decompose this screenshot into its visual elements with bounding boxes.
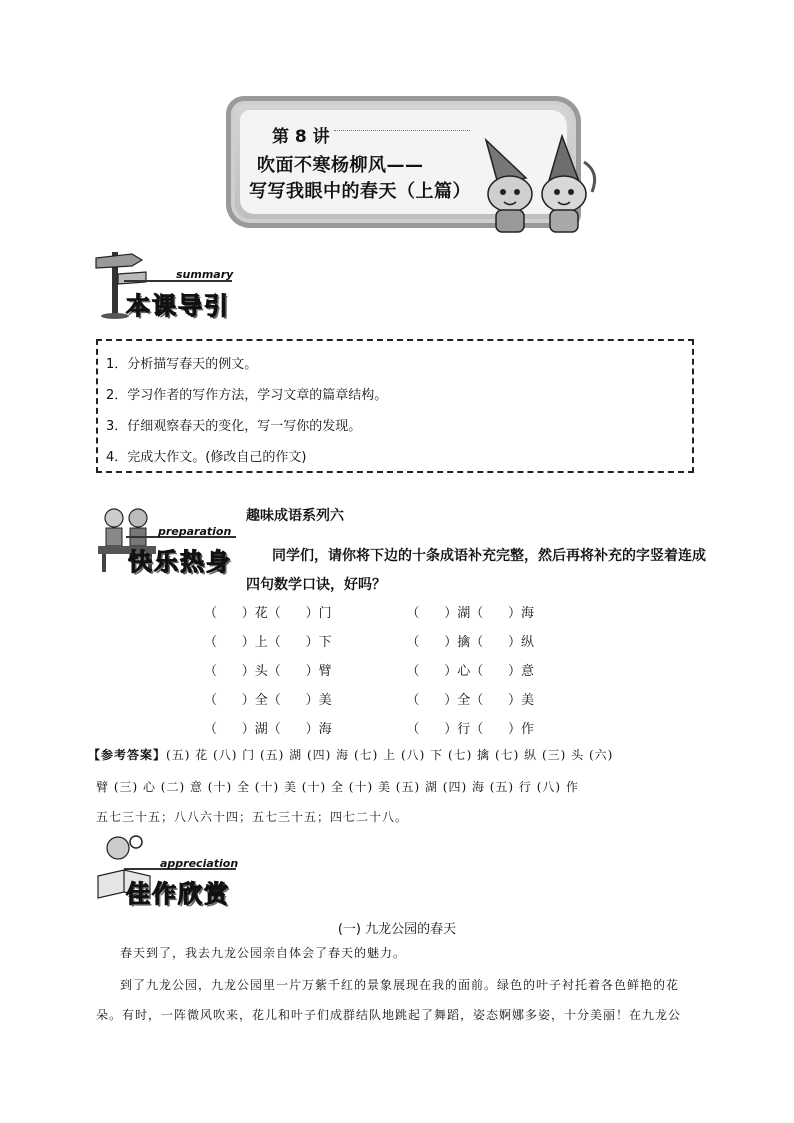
idiom-blank[interactable]: （ ）行（ ）作 [406, 722, 534, 737]
lesson-title: 吹面不寒杨柳风—— [257, 155, 424, 176]
answer-label: 【参考答案】 [88, 748, 167, 762]
objective-item: 2．学习作者的写作方法，学习文章的篇章结构。 [106, 388, 388, 403]
section-heading: 佳作欣赏 [126, 880, 230, 908]
objective-item: 4．完成大作文。(修改自己的作文) [106, 450, 307, 465]
idiom-row [204, 631, 534, 650]
idiom-blank[interactable]: （ ）湖（ ）海 [204, 722, 332, 737]
instruction-line: 四句数学口诀，好吗？ [246, 577, 386, 593]
idiom-blank[interactable]: （ ）全（ ）美 [406, 693, 534, 708]
idiom-blank[interactable]: （ ）花（ ）门 [204, 606, 332, 621]
lecture-number: 第 8 讲 [272, 127, 330, 147]
idiom-row [204, 602, 534, 621]
idiom-blank[interactable]: （ ）湖（ ）海 [406, 606, 534, 621]
idiom-row [204, 689, 534, 708]
section-label-en: appreciation [160, 857, 239, 870]
answer-text: (五) 花 (八) 门 (五) 湖 (四) 海 (七) 上 (八) 下 (七) 擒 (七) 纵 (三) 头 (六) [166, 748, 614, 762]
lesson-subtitle: 写写我眼中的春天（上篇） [249, 181, 471, 202]
idiom-row [204, 718, 534, 737]
section-heading: 本课导引 [126, 292, 230, 320]
idiom-blank[interactable]: （ ）上（ ）下 [204, 635, 332, 650]
essay-paragraph: 朵。有时，一阵微风吹来，花儿和叶子们成群结队地跳起了舞蹈，姿态婀娜多姿，十分美丽！在九龙公 [96, 1008, 682, 1022]
section-label-en: preparation [158, 525, 232, 538]
elf-mascots-illustration [476, 132, 606, 236]
idiom-blank[interactable]: （ ）全（ ）美 [204, 693, 332, 708]
idiom-blank[interactable]: （ ）心（ ）意 [406, 664, 534, 679]
series-title: 趣味成语系列六 [246, 508, 344, 524]
answer-line [88, 746, 613, 763]
answer-text: 五七三十五；八八六十四；五七三十五；四七二十八。 [96, 810, 409, 824]
section-label-en: summary [176, 268, 234, 281]
section-heading: 快乐热身 [128, 548, 232, 576]
essay-title: (一) 九龙公园的春天 [337, 922, 457, 937]
instruction-line: 同学们，请你将下边的十条成语补充完整，然后再将补充的字竖着连成 [272, 548, 706, 564]
dotted-divider [334, 130, 470, 131]
idiom-blank[interactable]: （ ）擒（ ）纵 [406, 635, 534, 650]
objective-item: 3．仔细观察春天的变化，写一写你的发现。 [106, 419, 362, 434]
objective-item: 1．分析描写春天的例文。 [106, 357, 258, 372]
essay-paragraph: 到了九龙公园，九龙公园里一片万紫千红的景象展现在我的面前。绿色的叶子衬托着各色鲜艳的花 [120, 978, 680, 992]
answer-text: 臂 (三) 心 (二) 意 (十) 全 (十) 美 (十) 全 (十) 美 (五) 湖 (四) 海 (五) 行 (八) 作 [96, 780, 579, 794]
idiom-blank[interactable]: （ ）头（ ）臂 [204, 664, 332, 679]
essay-paragraph: 春天到了，我去九龙公园亲自体会了春天的魅力。 [120, 946, 407, 960]
idiom-row [204, 660, 534, 679]
